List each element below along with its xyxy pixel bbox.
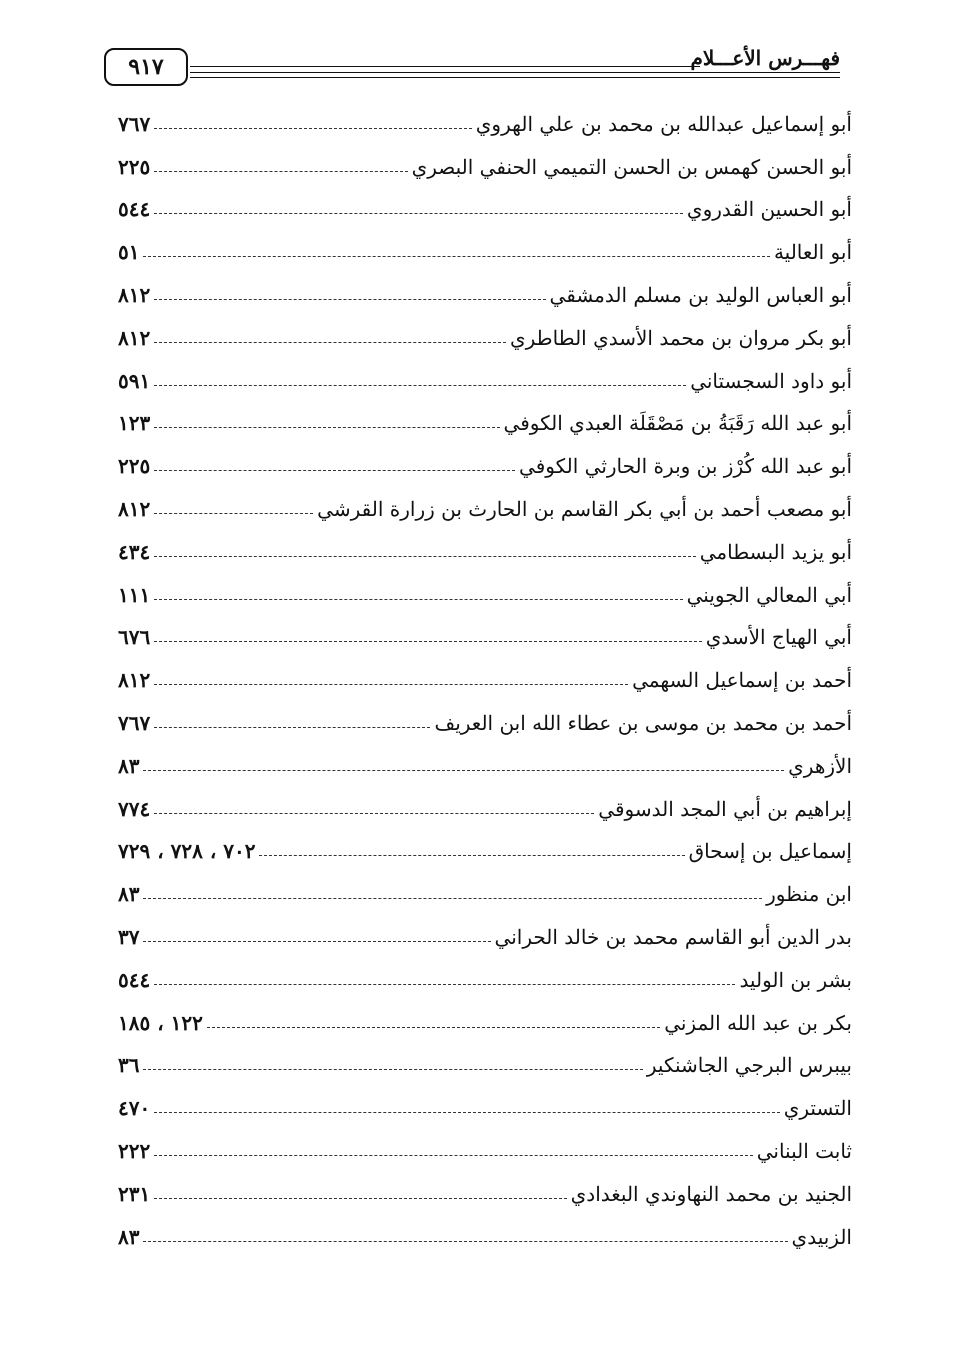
page-header bbox=[100, 44, 840, 88]
entry-pages: ٨١٢ bbox=[118, 496, 151, 521]
entry-name: أبو العالية bbox=[773, 240, 852, 265]
dot-leader bbox=[154, 427, 499, 428]
index-entry bbox=[118, 310, 852, 353]
entry-name: ابن منظور bbox=[766, 882, 852, 907]
dot-leader bbox=[154, 1155, 752, 1156]
dot-leader bbox=[154, 1198, 566, 1199]
entry-name: أحمد بن محمد بن موسى بن عطاء الله ابن العريف bbox=[434, 710, 852, 735]
entry-pages: ٤٧٠ bbox=[118, 1096, 151, 1121]
dot-leader bbox=[143, 898, 762, 899]
page-number: ٩١٧ bbox=[104, 48, 188, 86]
entry-pages: ٨٣ bbox=[118, 882, 140, 907]
entry-name: أبو الحسن كهمس بن الحسن التميمي الحنفي البصري bbox=[411, 154, 852, 179]
entry-pages: ٧٠٢ ، ٧٢٨ ، ٧٢٩ bbox=[118, 839, 256, 864]
entry-name: أبو بكر مروان بن محمد الأسدي الطاطري bbox=[509, 325, 852, 350]
entry-pages: ٦٧٦ bbox=[118, 625, 151, 650]
index-entry bbox=[118, 224, 852, 267]
index-entry bbox=[118, 182, 852, 225]
entry-name: الأزهري bbox=[788, 753, 852, 778]
dot-leader bbox=[143, 1241, 787, 1242]
index-entry bbox=[118, 952, 852, 995]
dot-leader bbox=[154, 599, 682, 600]
index-entry bbox=[118, 567, 852, 610]
index-entry bbox=[118, 1038, 852, 1081]
index-entry bbox=[118, 267, 852, 310]
entry-pages: ٤٣٤ bbox=[118, 539, 151, 564]
entry-name: التستري bbox=[783, 1096, 852, 1121]
dot-leader bbox=[154, 513, 313, 514]
dot-leader bbox=[154, 128, 472, 129]
index-entry bbox=[118, 1080, 852, 1123]
dot-leader bbox=[154, 470, 515, 471]
dot-leader bbox=[154, 556, 696, 557]
index-entry bbox=[118, 695, 852, 738]
index-entry bbox=[118, 610, 852, 653]
entry-pages: ٢٢٥ bbox=[118, 454, 151, 479]
entry-name: ثابت البناني bbox=[756, 1138, 852, 1163]
index-entry bbox=[118, 738, 852, 781]
entry-pages: ٢٢٢ bbox=[118, 1138, 151, 1163]
dot-leader bbox=[154, 641, 701, 642]
entry-pages: ٣٦ bbox=[118, 1053, 140, 1078]
entry-pages: ٨١٢ bbox=[118, 325, 151, 350]
dot-leader bbox=[154, 684, 628, 685]
section-title: فهـــرس الأعـــلام bbox=[690, 46, 840, 70]
entry-pages: ٨١٢ bbox=[118, 282, 151, 307]
entry-pages: ١٢٣ bbox=[118, 411, 151, 436]
entry-pages: ٨٣ bbox=[118, 1224, 140, 1249]
dot-leader bbox=[207, 1027, 660, 1028]
entry-name: أبو العباس الوليد بن مسلم الدمشقي bbox=[549, 282, 852, 307]
dot-leader bbox=[143, 256, 769, 257]
entry-pages: ٥١ bbox=[118, 240, 140, 265]
entry-name: الزبيدي bbox=[791, 1224, 852, 1249]
entry-pages: ٢٢٥ bbox=[118, 154, 151, 179]
header-rule bbox=[190, 77, 840, 78]
entry-name: بكر بن عبد الله المزني bbox=[664, 1010, 852, 1035]
entry-name: أحمد بن إسماعيل السهمي bbox=[632, 668, 852, 693]
entry-name: إسماعيل بن إسحاق bbox=[688, 839, 852, 864]
entry-name: أبو الحسين القدروي bbox=[686, 197, 852, 222]
entry-name: أبي الهياج الأسدي bbox=[705, 625, 852, 650]
entry-name: إبراهيم بن أبي المجد الدسوقي bbox=[598, 796, 852, 821]
dot-leader bbox=[154, 727, 430, 728]
dot-leader bbox=[259, 855, 684, 856]
dot-leader bbox=[154, 213, 683, 214]
dot-leader bbox=[143, 941, 490, 942]
entry-name: أبو عبد الله كُرْز بن وبرة الحارثي الكوفي bbox=[519, 454, 852, 479]
entry-pages: ٧٦٧ bbox=[118, 710, 151, 735]
entry-pages: ١٢٢ ، ١٨٥ bbox=[118, 1010, 203, 1035]
entry-name: أبو إسماعيل عبدالله بن محمد بن علي الهروي bbox=[475, 111, 852, 136]
entry-name: أبو يزيد البسطامي bbox=[699, 539, 852, 564]
index-entry bbox=[118, 824, 852, 867]
entry-pages: ٨١٢ bbox=[118, 668, 151, 693]
entry-name: بشر بن الوليد bbox=[739, 967, 852, 992]
entry-pages: ٣٧ bbox=[118, 924, 140, 949]
entry-name: أبي المعالي الجويني bbox=[686, 582, 852, 607]
index-entry bbox=[118, 1123, 852, 1166]
index-entry bbox=[118, 353, 852, 396]
dot-leader bbox=[154, 385, 686, 386]
index-list bbox=[118, 96, 852, 1252]
entry-pages: ٧٧٤ bbox=[118, 796, 151, 821]
dot-leader bbox=[154, 1112, 780, 1113]
index-entry bbox=[118, 652, 852, 695]
index-entry bbox=[118, 438, 852, 481]
entry-name: أبو مصعب أحمد بن أبي بكر القاسم بن الحارث بن زرارة القرشي bbox=[317, 496, 852, 521]
entry-name: أبو داود السجستاني bbox=[690, 368, 852, 393]
entry-pages: ٨٣ bbox=[118, 753, 140, 778]
entry-name: أبو عبد الله رَقَبَةُ بن مَصْقَلَة العبدي الكوفي bbox=[503, 411, 852, 436]
entry-name: بيبرس البرجي الجاشنكير bbox=[646, 1053, 852, 1078]
dot-leader bbox=[143, 770, 784, 771]
dot-leader bbox=[154, 813, 594, 814]
index-entry bbox=[118, 909, 852, 952]
entry-pages: ٥٩١ bbox=[118, 368, 151, 393]
entry-pages: ٥٤٤ bbox=[118, 197, 151, 222]
header-rule bbox=[190, 66, 700, 67]
index-entry bbox=[118, 481, 852, 524]
dot-leader bbox=[154, 984, 735, 985]
index-entry bbox=[118, 781, 852, 824]
index-entry bbox=[118, 396, 852, 439]
dot-leader bbox=[154, 171, 407, 172]
entry-name: الجنيد بن محمد النهاوندي البغدادي bbox=[570, 1181, 852, 1206]
entry-pages: ٥٤٤ bbox=[118, 967, 151, 992]
index-entry bbox=[118, 524, 852, 567]
dot-leader bbox=[154, 342, 506, 343]
entry-name: بدر الدين أبو القاسم محمد بن خالد الحراني bbox=[494, 924, 852, 949]
entry-pages: ٢٣١ bbox=[118, 1181, 151, 1206]
entry-pages: ٧٦٧ bbox=[118, 111, 151, 136]
index-entry bbox=[118, 96, 852, 139]
index-entry bbox=[118, 1209, 852, 1252]
index-entry bbox=[118, 995, 852, 1038]
header-rule bbox=[190, 72, 840, 73]
dot-leader bbox=[154, 299, 545, 300]
index-entry bbox=[118, 139, 852, 182]
dot-leader bbox=[143, 1069, 642, 1070]
index-entry bbox=[118, 1166, 852, 1209]
entry-pages: ١١١ bbox=[118, 582, 151, 607]
index-entry bbox=[118, 866, 852, 909]
